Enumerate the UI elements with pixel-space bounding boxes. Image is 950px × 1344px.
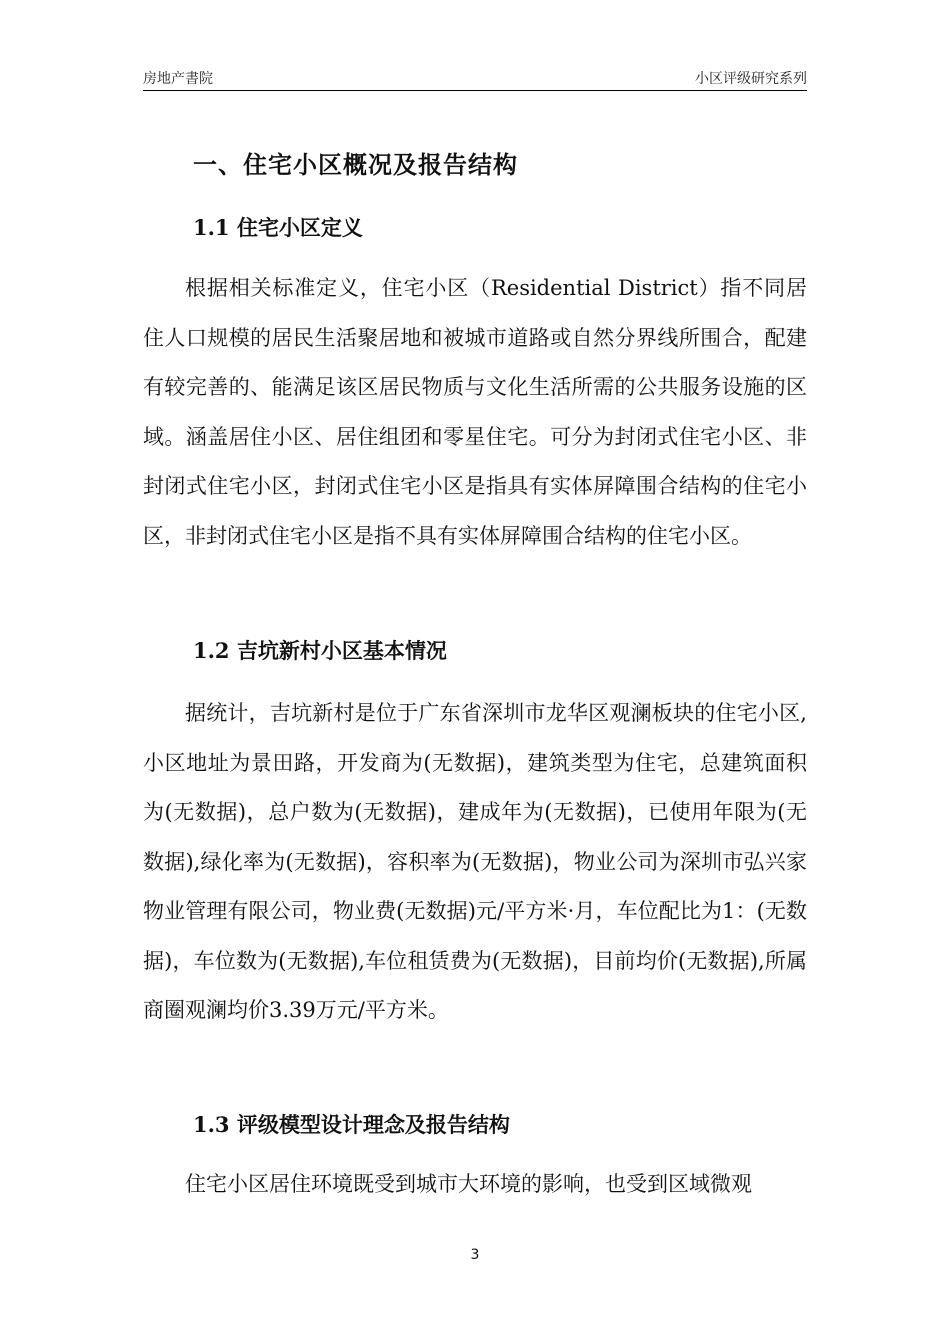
section-paragraph-1-1: 根据相关标准定义，住宅小区（Residential District）指不同居住人口规模的居民生活聚居地和被城市道路或自然分界线所围合，配建有较完善的、能满足该区居民物质与文化生活所需的公共服务设施的区域。涵盖居住小区、居住组团和零星住宅。可分为封闭式住宅小区、非封闭式住宅小区，封闭式住宅小区是指具有实体屏障围合结构的住宅小区，非封闭式住宅小区是指不具有实体屏障围合结构的住宅小区。 (143, 276, 807, 548)
header-series-title: 小区评级研究系列 (695, 71, 807, 87)
page-number: 3 (470, 1247, 480, 1263)
section-heading-1-3: 1.3 评级模型设计理念及报告结构 (193, 1112, 510, 1137)
chapter-title: 一、住宅小区概况及报告结构 (193, 150, 518, 179)
section-heading-1-1: 1.1 住宅小区定义 (193, 215, 363, 240)
header-publisher: 房地产書院 (143, 71, 213, 87)
page-header (143, 64, 807, 91)
section-heading-1-2: 1.2 吉坑新村小区基本情况 (193, 638, 447, 663)
section-paragraph-1-3: 住宅小区居住环境既受到城市大环境的影响，也受到区域微观 (185, 1172, 752, 1196)
section-paragraph-1-2: 据统计，吉坑新村是位于广东省深圳市龙华区观澜板块的住宅小区,小区地址为景田路，开发商为(无数据)，建筑类型为住宅，总建筑面积为(无数据)，总户数为(无数据)，建成年为(无数据)，已使用年限为(无数据),绿化率为(无数据)，容积率为(无数据)，物业公司为深圳市弘兴家物业管理有限公司，物业费(无数据)元/平方米·月，车位配比为1：(无数据)，车位数为(无数据),车位租赁费为(无数据)，目前均价(无数据),所属商圈观澜均价3.39万元/平方米。 (143, 701, 807, 1022)
